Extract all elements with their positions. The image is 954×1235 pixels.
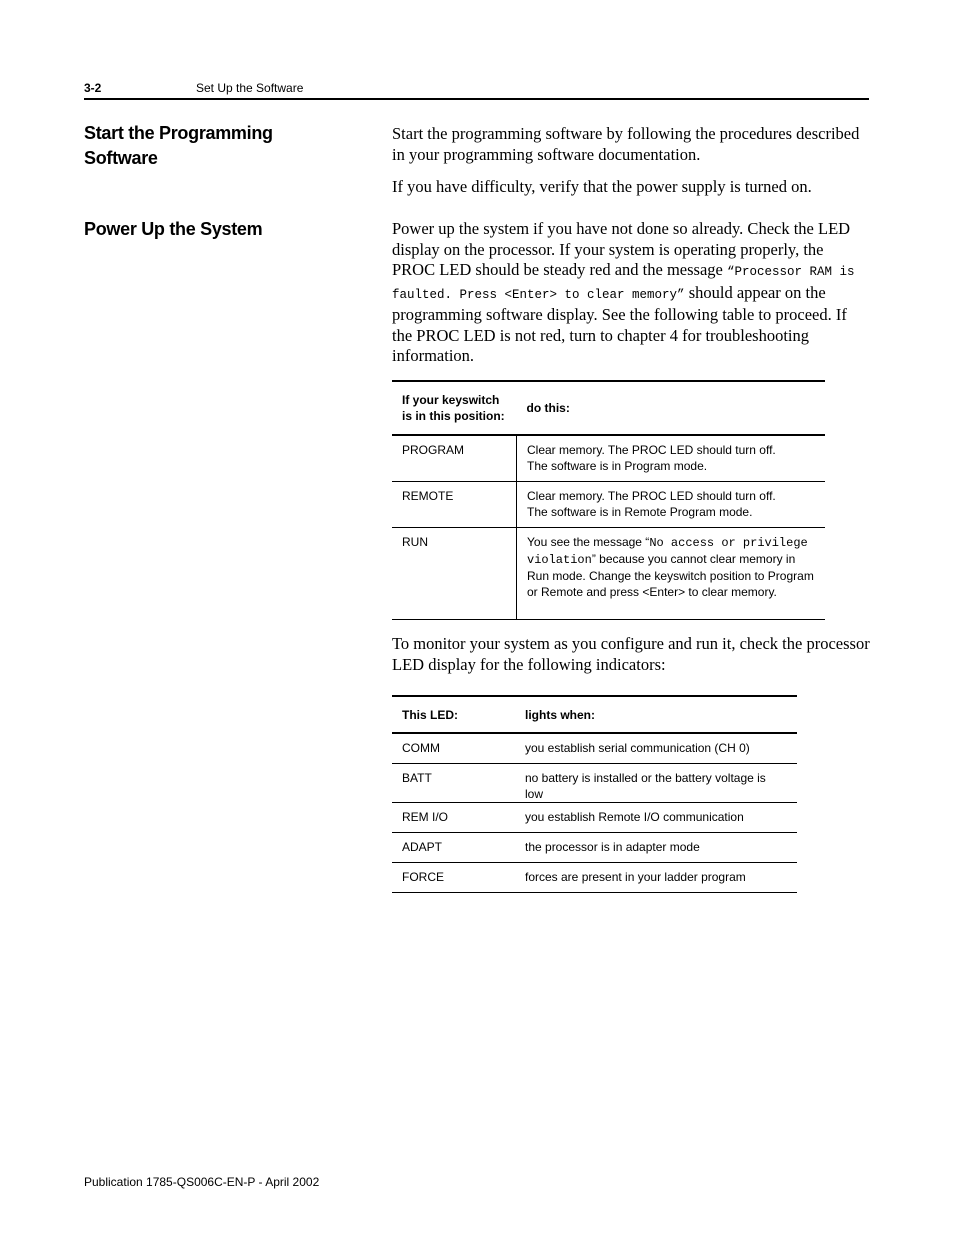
led-name: BATT bbox=[392, 764, 515, 803]
action-text: You see the message “ bbox=[527, 535, 650, 549]
keyswitch-action bbox=[517, 482, 826, 528]
led-name: ADAPT bbox=[392, 833, 515, 863]
keyswitch-table bbox=[392, 380, 825, 620]
led-table bbox=[392, 695, 797, 893]
keyswitch-action bbox=[517, 528, 826, 620]
action-line: The software is in Program mode. bbox=[527, 459, 708, 473]
page-number: 3-2 bbox=[84, 81, 102, 95]
table-row bbox=[392, 733, 797, 764]
table-row bbox=[392, 764, 797, 803]
header-rule bbox=[84, 98, 869, 100]
table-row bbox=[392, 482, 825, 528]
publication-footer: Publication 1785-QS006C-EN-P - April 2002 bbox=[84, 1175, 320, 1189]
violation-message-code: No access or privilege violation bbox=[527, 536, 808, 567]
led-condition: you establish Remote I/O communication bbox=[515, 803, 797, 833]
table-header-lights-when: lights when: bbox=[515, 696, 797, 733]
led-condition: no battery is installed or the battery voltage is low bbox=[515, 764, 797, 803]
header-line: If your keyswitch bbox=[402, 393, 500, 407]
led-condition: the processor is in adapter mode bbox=[515, 833, 797, 863]
action-line: Clear memory. The PROC LED should turn off. bbox=[527, 443, 776, 457]
action-line: Clear memory. The PROC LED should turn off. bbox=[527, 489, 776, 503]
table-row bbox=[392, 528, 825, 620]
keyswitch-position: REMOTE bbox=[392, 482, 517, 528]
paragraph-text: Power up the system if you have not done so already. Check the LED display on the processor. If your system is operating properly, the PROC LED should be steady red and the message bbox=[392, 219, 851, 279]
table-header-position bbox=[392, 381, 517, 435]
paragraph-power-up bbox=[392, 219, 870, 367]
led-name: FORCE bbox=[392, 863, 515, 893]
paragraph-power-supply: If you have difficulty, verify that the power supply is turned on. bbox=[392, 177, 812, 196]
table-row bbox=[392, 863, 797, 893]
paragraph-start-software: Start the programming software by following the procedures described in your programming software documentation. bbox=[392, 124, 860, 164]
table-row bbox=[392, 803, 797, 833]
table-header-row bbox=[392, 381, 825, 435]
table-row bbox=[392, 435, 825, 482]
action-line: The software is in Remote Program mode. bbox=[527, 505, 753, 519]
led-name: COMM bbox=[392, 733, 515, 764]
section-heading-start-programming: Start the Programming Software bbox=[84, 123, 273, 168]
table-header-led: This LED: bbox=[392, 696, 515, 733]
keyswitch-position: PROGRAM bbox=[392, 435, 517, 482]
led-condition: forces are present in your ladder program bbox=[515, 863, 797, 893]
table-header-row bbox=[392, 696, 797, 733]
keyswitch-position: RUN bbox=[392, 528, 517, 620]
led-name: REM I/O bbox=[392, 803, 515, 833]
processor-message-code: “Processor RAM is faulted. Press <Enter> to clear memory” bbox=[392, 265, 855, 302]
header-line: is in this position: bbox=[402, 409, 505, 423]
running-title: Set Up the Software bbox=[196, 81, 304, 95]
table-row bbox=[392, 833, 797, 863]
paragraph-monitor-leds: To monitor your system as you configure and run it, check the processor LED display for the following indicators: bbox=[392, 634, 870, 674]
action-text: ” because you cannot clear memory in Run mode. Change the keyswitch position to Program or Remote and press <Enter> to clear memory. bbox=[527, 552, 814, 599]
paragraph-text: should appear on the programming software display. See the following table to proceed. If the PROC LED is not red, turn to chapter 4 for troubleshooting information. bbox=[392, 282, 847, 365]
table-header-action: do this: bbox=[517, 381, 826, 435]
keyswitch-action bbox=[517, 435, 826, 482]
led-condition: you establish serial communication (CH 0) bbox=[515, 733, 797, 764]
section-heading-power-up: Power Up the System bbox=[84, 219, 263, 239]
